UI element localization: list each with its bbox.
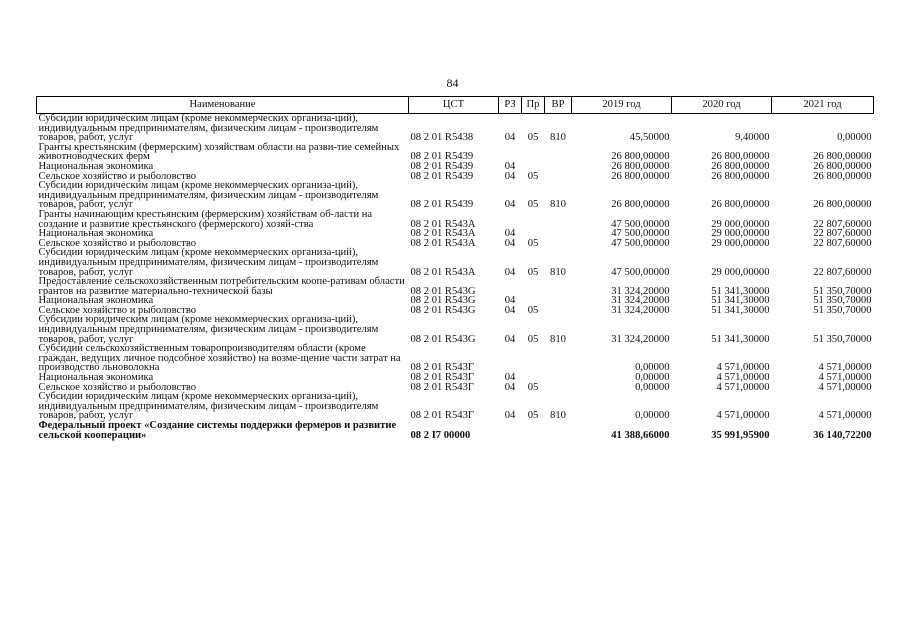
cell-rz: 04	[504, 333, 516, 345]
cell-2020: 9,40000	[735, 132, 770, 144]
cell-rz: 04	[504, 381, 516, 393]
cell-rz: 04	[504, 295, 516, 307]
cell-pr	[522, 143, 545, 162]
cell-cst: 08 2 01 R543G	[410, 304, 476, 316]
cell-name: Субсидии юридическим лицам (кроме некоммерческих организа-ций), индивидуальным предпринимателям, физическим лицам - производителям товаров, работ, услуг	[38, 180, 379, 211]
cell-2021: 4 571,00000	[818, 372, 872, 384]
cell-cst: 08 2 I7 00000	[410, 429, 471, 441]
cell-2019: 47 500,00000	[611, 237, 670, 249]
cell-vr	[545, 229, 572, 239]
header-2019: 2019 год	[572, 97, 672, 114]
cell-pr	[522, 210, 545, 229]
cell-2019: 31 324,20000	[611, 333, 670, 345]
cell-2019: 26 800,00000	[611, 160, 670, 172]
cell-name: Субсидии юридическим лицам (кроме некоммерческих организа-ций), индивидуальным предпринимателям, физическим лицам - производителям товаров, работ, услуг	[38, 247, 379, 278]
table-row	[37, 392, 874, 421]
cell-vr	[545, 239, 572, 249]
cell-vr	[545, 210, 572, 229]
table-row	[37, 248, 874, 277]
cell-2021: 22 807,60000	[813, 266, 872, 278]
cell-name: Сельское хозяйство и рыболовство	[38, 381, 197, 393]
cell-2021: 26 800,00000	[813, 199, 872, 211]
cell-2021: 51 350,70000	[813, 295, 872, 307]
cell-2021: 0,00000	[837, 132, 872, 144]
cell-2020: 29 000,00000	[711, 237, 770, 249]
cell-vr: 810	[550, 410, 566, 422]
cell-2019: 45,50000	[629, 132, 670, 144]
table-row	[37, 114, 874, 143]
cell-2021: 51 350,70000	[813, 285, 872, 297]
cell-rz: 04	[504, 266, 516, 278]
table-header-row	[37, 97, 874, 114]
cell-rz: 04	[504, 237, 516, 249]
cell-name: Сельское хозяйство и рыболовство	[38, 304, 197, 316]
cell-2019: 47 500,00000	[611, 218, 670, 230]
table-row	[37, 315, 874, 344]
cell-pr: 05	[527, 381, 539, 393]
cell-2019: 0,00000	[635, 381, 670, 393]
cell-2021: 22 807,60000	[813, 237, 872, 249]
cell-vr	[545, 162, 572, 172]
cell-2020: 4 571,00000	[716, 372, 770, 384]
cell-2021: 22 807,60000	[813, 228, 872, 240]
cell-cst: 08 2 01 R5439	[410, 160, 474, 172]
header-name: Наименование	[37, 97, 409, 114]
cell-2020: 4 571,00000	[716, 381, 770, 393]
cell-2021: 26 800,00000	[813, 160, 872, 172]
cell-2021: 51 350,70000	[813, 304, 872, 316]
cell-name: Сельское хозяйство и рыболовство	[38, 170, 197, 182]
table-row	[37, 143, 874, 162]
cell-2020: 51 341,30000	[711, 304, 770, 316]
cell-2019: 0,00000	[635, 362, 670, 374]
cell-pr: 05	[527, 132, 539, 144]
cell-2019: 0,00000	[635, 410, 670, 422]
header-vr: ВР	[545, 97, 572, 114]
cell-pr: 05	[527, 333, 539, 345]
cell-2019: 41 388,66000	[611, 429, 670, 441]
table-row	[37, 181, 874, 210]
cell-name: Сельское хозяйство и рыболовство	[38, 237, 197, 249]
cell-cst: 08 2 01 R543G	[410, 285, 476, 297]
cell-rz	[499, 143, 522, 162]
cell-2019: 26 800,00000	[611, 170, 670, 182]
cell-2020: 29 000,00000	[711, 228, 770, 240]
table-row	[37, 344, 874, 373]
cell-vr	[545, 383, 572, 393]
cell-2020: 26 800,00000	[711, 199, 770, 211]
cell-2019: 47 500,00000	[611, 266, 670, 278]
cell-pr: 05	[527, 237, 539, 249]
cell-rz: 04	[504, 170, 516, 182]
cell-vr: 810	[550, 266, 566, 278]
header-rz: РЗ	[499, 97, 522, 114]
cell-pr	[522, 277, 545, 296]
cell-2019: 31 324,20000	[611, 285, 670, 297]
cell-2021: 36 140,72200	[813, 429, 872, 441]
cell-cst: 08 2 01 R5439	[410, 151, 474, 163]
cell-vr	[545, 344, 572, 373]
budget-table	[36, 96, 874, 440]
cell-2021: 4 571,00000	[818, 410, 872, 422]
table-row	[37, 210, 874, 229]
cell-2021: 22 807,60000	[813, 218, 872, 230]
cell-name: Предоставление сельскохозяйственным потребительским коопе-ративам области грантов на развитие материально-технической базы	[38, 276, 405, 297]
header-2020: 2020 год	[672, 97, 772, 114]
cell-2020: 35 991,95900	[711, 429, 770, 441]
cell-rz	[499, 277, 522, 296]
cell-2020: 4 571,00000	[716, 410, 770, 422]
table-row	[37, 277, 874, 296]
cell-rz: 04	[504, 199, 516, 211]
cell-2021: 51 350,70000	[813, 333, 872, 345]
cell-name: Национальная экономика	[38, 228, 154, 240]
cell-rz: 04	[504, 160, 516, 172]
cell-2020: 26 800,00000	[711, 170, 770, 182]
table-body	[37, 114, 874, 441]
cell-name: Национальная экономика	[38, 160, 154, 172]
cell-2020: 26 800,00000	[711, 151, 770, 163]
cell-cst: 08 2 01 R543G	[410, 333, 476, 345]
cell-cst: 08 2 01 R543Г	[410, 381, 475, 393]
cell-2021: 4 571,00000	[818, 381, 872, 393]
cell-2021: 26 800,00000	[813, 151, 872, 163]
cell-cst: 08 2 01 R543A	[410, 237, 476, 249]
cell-name: Федеральный проект «Создание системы поддержки фермеров и развитие сельской кооперации»	[38, 420, 397, 441]
table-row-total	[37, 421, 874, 440]
cell-2019: 31 324,20000	[611, 304, 670, 316]
cell-cst: 08 2 01 R5438	[410, 132, 474, 144]
cell-2019: 31 324,20000	[611, 295, 670, 307]
cell-vr	[545, 172, 572, 182]
cell-cst: 08 2 01 R543Г	[410, 372, 475, 384]
cell-vr	[545, 296, 572, 306]
cell-cst: 08 2 01 R543A	[410, 228, 476, 240]
cell-name: Субсидии юридическим лицам (кроме некоммерческих организа-ций), индивидуальным предпринимателям, физическим лицам - производителям товаров, работ, услуг	[38, 314, 379, 345]
cell-2019: 47 500,00000	[611, 228, 670, 240]
cell-2020: 29 000,00000	[711, 218, 770, 230]
cell-2020: 26 800,00000	[711, 160, 770, 172]
cell-2020: 51 341,30000	[711, 333, 770, 345]
cell-pr: 05	[527, 199, 539, 211]
cell-rz: 04	[504, 304, 516, 316]
cell-name: Гранты крестьянским (фермерским) хозяйствам области на разви-тие семейных животноводческих ферм	[38, 141, 400, 163]
cell-pr	[522, 421, 545, 440]
cell-vr: 810	[550, 333, 566, 345]
cell-vr	[545, 421, 572, 440]
cell-name: Субсидии юридическим лицам (кроме некоммерческих организа-ций), индивидуальным предпринимателям, физическим лицам - производителям товаров, работ, услуг	[38, 391, 379, 422]
cell-cst: 08 2 01 R543Г	[410, 362, 475, 374]
cell-rz	[499, 210, 522, 229]
cell-cst: 08 2 01 R543A	[410, 266, 476, 278]
cell-2019: 0,00000	[635, 372, 670, 384]
cell-pr: 05	[527, 304, 539, 316]
cell-cst: 08 2 01 R543G	[410, 295, 476, 307]
cell-rz	[499, 421, 522, 440]
cell-vr	[545, 373, 572, 383]
cell-cst: 08 2 01 R5439	[410, 170, 474, 182]
cell-2020: 29 000,00000	[711, 266, 770, 278]
cell-rz: 04	[504, 410, 516, 422]
cell-2019: 26 800,00000	[611, 151, 670, 163]
cell-rz: 04	[504, 228, 516, 240]
cell-name: Национальная экономика	[38, 295, 154, 307]
cell-pr	[522, 344, 545, 373]
cell-vr	[545, 143, 572, 162]
cell-2021: 26 800,00000	[813, 170, 872, 182]
cell-rz: 04	[504, 372, 516, 384]
cell-pr: 05	[527, 410, 539, 422]
cell-vr	[545, 306, 572, 316]
cell-vr: 810	[550, 132, 566, 144]
header-cst: ЦСТ	[409, 97, 499, 114]
header-2021: 2021 год	[772, 97, 874, 114]
cell-name: Субсидии сельскохозяйственным товаропроизводителям области (кроме граждан, ведущих личное подсобное хозяйство) на возме-щение части затрат на производство льноволокна	[38, 343, 401, 374]
cell-name: Субсидии юридическим лицам (кроме некоммерческих организа-ций), индивидуальным предпринимателям, физическим лицам - производителям товаров, работ, услуг	[38, 113, 379, 144]
header-pr: Пр	[522, 97, 545, 114]
cell-name: Гранты начинающим крестьянским (фермерским) хозяйствам об-ласти на создание и развитие крестьянского (фермерского) хозяй-ства	[38, 208, 373, 230]
page-number: 84	[446, 76, 459, 90]
cell-cst: 08 2 01 R543A	[410, 218, 476, 230]
cell-2019: 26 800,00000	[611, 199, 670, 211]
cell-rz	[499, 344, 522, 373]
cell-vr: 810	[550, 199, 566, 211]
cell-pr: 05	[527, 170, 539, 182]
cell-2020: 51 341,30000	[711, 295, 770, 307]
cell-pr: 05	[527, 266, 539, 278]
cell-name: Национальная экономика	[38, 372, 154, 384]
cell-2020: 51 341,30000	[711, 285, 770, 297]
cell-rz: 04	[504, 132, 516, 144]
cell-vr	[545, 277, 572, 296]
cell-2021: 4 571,00000	[818, 362, 872, 374]
cell-2020: 4 571,00000	[716, 362, 770, 374]
cell-cst: 08 2 01 R543Г	[410, 410, 475, 422]
cell-cst: 08 2 01 R5439	[410, 199, 474, 211]
